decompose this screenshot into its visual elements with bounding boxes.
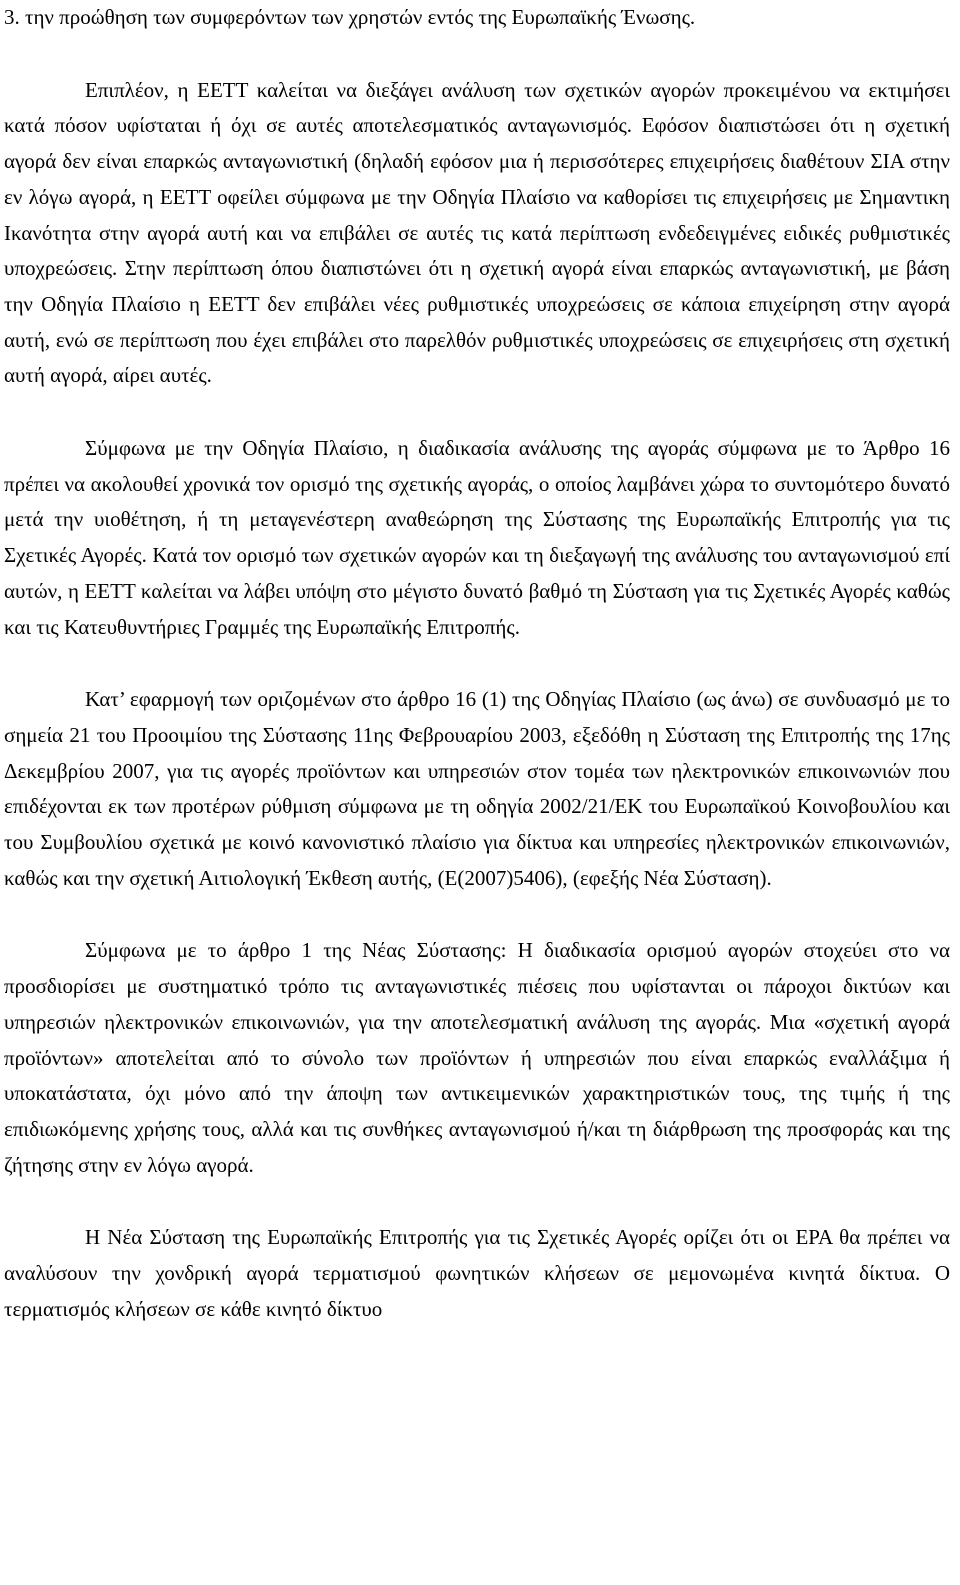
paragraph-recommendation-2007: Κατ’ εφαρμογή των οριζομένων στο άρθρο 16 (1) της Οδηγίας Πλαίσιο (ως άνω) σε συνδυασμό με το σημεία 21 του Προοιμίου της Σύστασης 11ης Φεβρουαρίου 2003, εξεδόθη η Σύσταση της Επιτροπής της 17ης Δεκεμβρίου 2007, για τις αγορές προϊόντων και υπηρεσιών στον τομέα των ηλεκτρονικών επικοινωνιών που επιδέχονται εκ των προτέρων ρύθμιση σύμφωνα με τη οδηγία 2002/21/ΕΚ του Ευρωπαϊκού Κοινοβουλίου και του Συμβουλίου σχετικά με κοινό κανονιστικό πλαίσιο για δίκτυα και υπηρεσίες ηλεκτρονικών επικοινωνιών, καθώς και την σχετική Αιτιολογική Έκθεση αυτής, (Ε(2007)5406), (εφεξής Νέα Σύσταση). (4, 687, 950, 890)
paragraph-market-analysis: Επιπλέον, η ΕΕΤΤ καλείται να διεξάγει ανάλυση των σχετικών αγορών προκειμένου να εκτιμήσει κατά πόσον υφίσταται ή όχι σε αυτές αποτελεσματικός ανταγωνισμός. Εφόσον διαπιστώσει ότι η σχετική αγορά δεν είναι επαρκώς ανταγωνιστική (δηλαδή εφόσον μια ή περισσότερες επιχειρήσεις διαθέτουν ΣΙΑ στην εν λόγω αγορά, η ΕΕΤΤ οφείλει σύμφωνα με την Οδηγία Πλαίσιο να καθορίσει τις επιχειρήσεις με Σημαντικη Ικανότητα στην αγορά αυτή και να επιβάλει σε αυτές τις κατά περίπτωση ενδεδειγμένες ειδικές ρυθμιστικές υποχρεώσεις. Στην περίπτωση όπου διαπιστώνει ότι η σχετική αγορά είναι επαρκώς ανταγωνιστική, με βάση την Οδηγία Πλαίσιο η ΕΕΤΤ δεν επιβάλει νέες ρυθμιστικές υποχρεώσεις σε κάποια επιχείρηση στην αγορά αυτή, ενώ σε περίπτωση που έχει επιβάλει στο παρελθόν ρυθμιστικές υποχρεώσεις σε επιχειρήσεις στη σχετική αυτή αγορά, αίρει αυτές. (4, 77, 950, 388)
paragraph-list-item-3: 3. την προώθηση των συμφερόντων των χρηστών εντός της Ευρωπαϊκής Ένωσης. (4, 5, 696, 29)
paragraph-new-recommendation: Η Νέα Σύσταση της Ευρωπαϊκής Επιτροπής για τις Σχετικές Αγορές ορίζει ότι οι ΕΡΑ θα πρέπει να αναλύσουν την χονδρική αγορά τερματισμού φωνητικών κλήσεων σε μεμονωμένα κινητά δίκτυα. Ο τερματισμός κλήσεων σε κάθε κινητό δίκτυο (4, 1225, 950, 1321)
paragraph-article-1: Σύμφωνα με το άρθρο 1 της Νέας Σύστασης: Η διαδικασία ορισμού αγορών στοχεύει στο να προσδιορίσει με συστηματικό τρόπο τις ανταγωνιστικές πιέσεις που υφίστανται οι πάροχοι δικτύων και υπηρεσιών ηλεκτρονικών επικοινωνιών, για την αποτελεσματική ανάλυση της αγοράς. Μια «σχετική αγορά προϊόντων» αποτελείται από το σύνολο των προϊόντων ή υπηρεσιών που είναι επαρκώς εναλλάξιμα ή υποκατάστατα, όχι μόνο από την άποψη των αντικειμενικών χαρακτηριστικών τους, της τιμής ή της επιδιωκόμενης χρήσης τους, αλλά και τις συνθήκες ανταγωνισμού ή/και τη διάρθρωση της προσφοράς και της ζήτησης στην εν λόγω αγορά. (4, 938, 950, 1177)
document-body (4, 0, 950, 1328)
paragraph-framework-directive: Σύμφωνα με την Οδηγία Πλαίσιο, η διαδικασία ανάλυσης της αγοράς σύμφωνα με το Άρθρο 16 πρέπει να ακολουθεί χρονικά τον ορισμό της σχετικής αγοράς, ο οποίος λαμβάνει χώρα το συντομότερο δυνατό μετά την υιοθέτηση, ή τη μεταγενέστερη αναθεώρηση της Σύστασης της Ευρωπαϊκής Επιτροπής για τις Σχετικές Αγορές. Κατά τον ορισμό των σχετικών αγορών και τη διεξαγωγή της ανάλυσης του ανταγωνισμού επί αυτών, η ΕΕΤΤ καλείται να λάβει υπόψη στο μέγιστο δυνατό βαθμό τη Σύσταση για τις Σχετικές Αγορές καθώς και τις Κατευθυντήριες Γραμμές της Ευρωπαϊκής Επιτροπής. (4, 436, 950, 639)
